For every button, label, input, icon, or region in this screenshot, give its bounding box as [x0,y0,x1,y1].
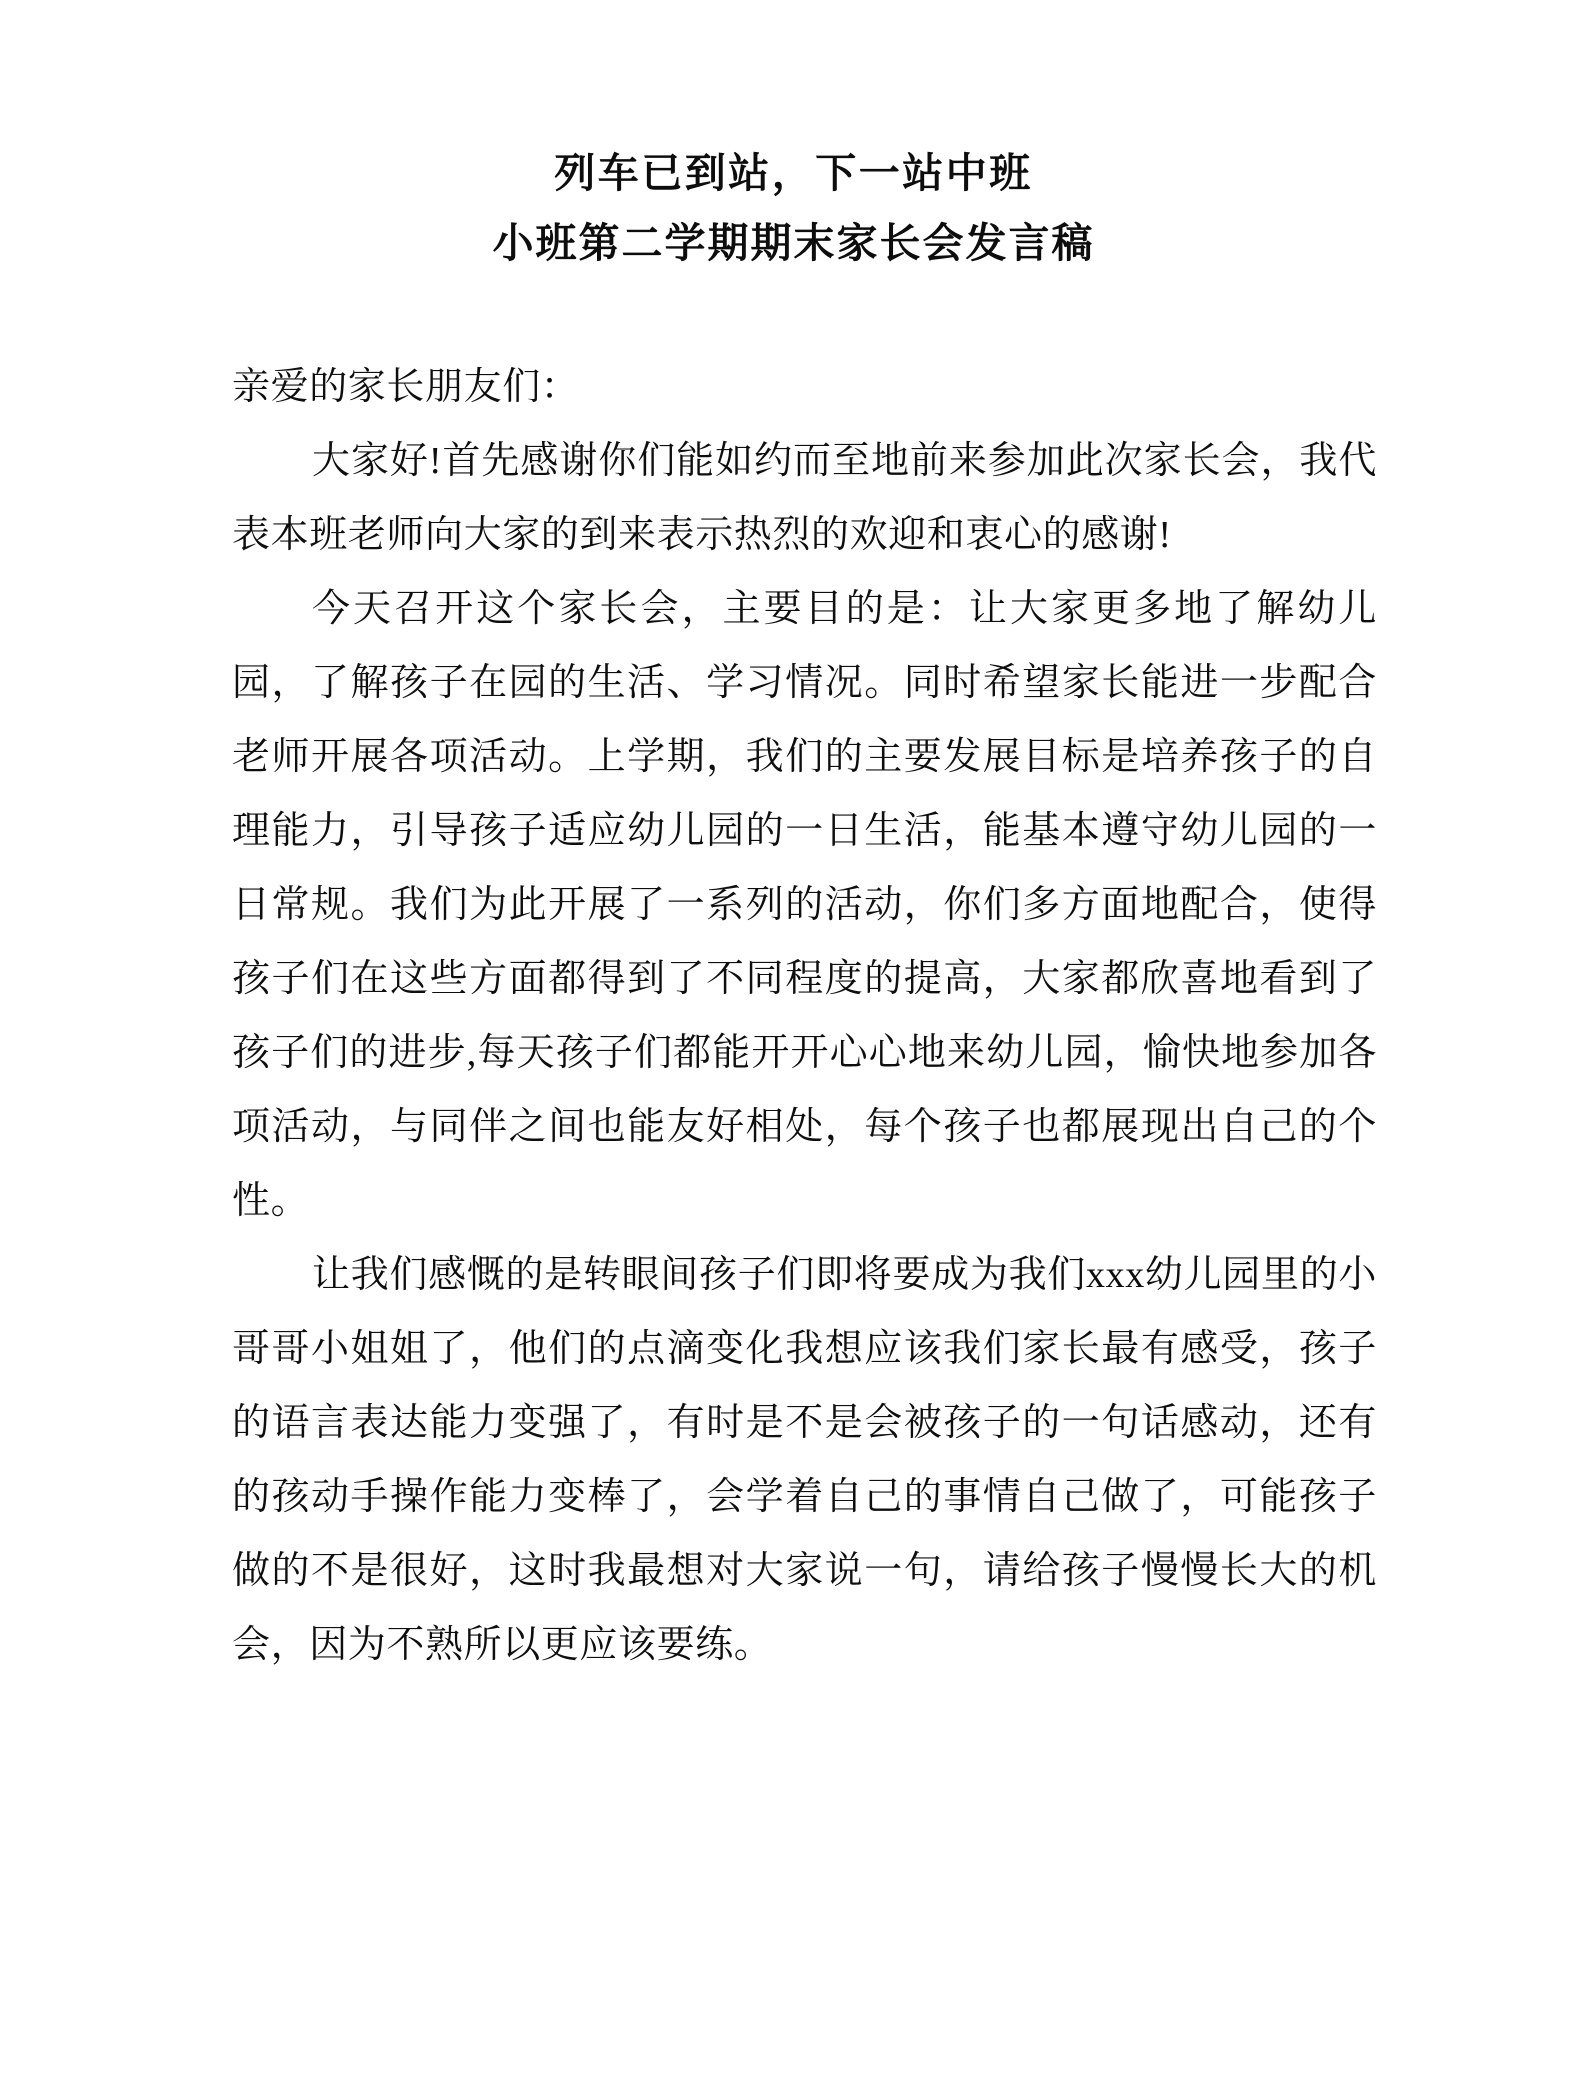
paragraph-3: 让我们感慨的是转眼间孩子们即将要成为我们xxx幼儿园里的小哥哥小姐姐了，他们的点滴变化我想应该我们家长最有感受，孩子的语言表达能力变强了，有时是不是会被孩子的一句话感动，还有的孩动手操作能力变棒了，会学着自己的事情自己做了，可能孩子做的不是很好，这时我最想对大家说一句，请给孩子慢慢长大的机会，因为不熟所以更应该要练。 [232,1254,1377,1666]
document-title-line-2: 小班第二学期期末家长会发言稿 [492,220,1095,266]
document-body [0,350,1587,1682]
document-title-block [0,138,1587,278]
paragraph-2: 今天召开这个家长会，主要目的是：让大家更多地了解幼儿园，了解孩子在园的生活、学习情况。同时希望家长能进一步配合老师开展各项活动。上学期，我们的主要发展目标是培养孩子的自理能力，引导孩子适应幼儿园的一日生活，能基本遵守幼儿园的一日常规。我们为此开展了一系列的活动，你们多方面地配合，使得孩子们在这些方面都得到了不同程度的提高，大家都欣喜地看到了孩子们的进步,每天孩子们都能开开心心地来幼儿园，愉快地参加各项活动，与同伴之间也能友好相处，每个孩子也都展现出自己的个性。 [232,588,1377,1222]
document-title-line-1: 列车已到站，下一站中班 [554,150,1033,196]
paragraph-1: 大家好!首先感谢你们能如约而至地前来参加此次家长会，我代表本班老师向大家的到来表示热烈的欢迎和衷心的感谢! [232,440,1377,556]
salutation-line: 亲爱的家长朋友们： [232,366,580,408]
